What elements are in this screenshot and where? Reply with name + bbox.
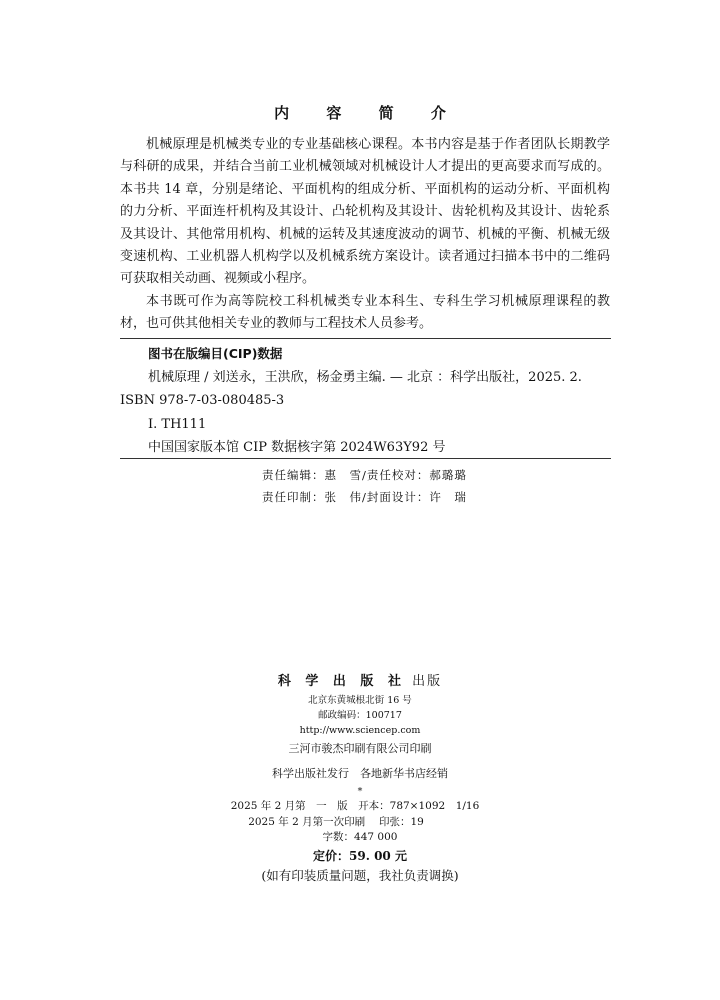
publisher-line	[0, 670, 720, 689]
cip-classification: Ⅰ. TH111	[148, 416, 207, 432]
intro-section	[120, 134, 610, 336]
imprint-block	[0, 670, 720, 886]
cip-title-line: 机械原理 / 刘送永，王洪欣，杨金勇主编. — 北京 ：科学出版社，2025. 2.	[148, 369, 582, 385]
cip-top-rule	[120, 338, 611, 339]
cip-isbn: ISBN 978-7-03-080485-3	[120, 393, 285, 408]
intro-paragraph-1: 机械原理是机械类专业的专业基础核心课程。本书内容是基于作者团队长期教学与科研的成果，并结合当前工业机械领域对机械设计人才提出的更高要求而写成的。本书共 14 章，分别是绪论、平面机构的组成分析、平面机构的运动分析、平面机构的力分析、平面连杆机构及其设计、凸轮机构及其设计、齿轮机构及其设计、齿轮系及其设计、其他常用机构、机械的运转及其速度波动的调节、机械的平衡、机械无级变速机构、工业机器人机构学以及机械系统方案设计。读者通过扫描本书中的二维码可获取相关动画、视频或小程序。	[120, 137, 610, 287]
edition-line: 2025 年 2 月第 一 版 开本：787×1092 1/16	[230, 800, 480, 812]
quality-note: (如有印装质量问题，我社负责调换)	[261, 867, 459, 883]
separator-star: *	[357, 786, 363, 797]
editorial-credits	[0, 464, 720, 508]
credits-line-2: 责任印制：张 伟/封面设计：许 瑞	[262, 490, 467, 504]
word-count: 字数：447 000	[322, 831, 398, 843]
publisher-postcode: 邮政编码：100717	[318, 710, 402, 721]
publisher-suffix: 出版	[412, 674, 443, 689]
cip-record-number: 中国国家版本馆 CIP 数据核字第 2024W63Y92 号	[148, 440, 446, 455]
publisher-name: 科 学 出 版 社	[277, 674, 406, 689]
distribution-line: 科学出版社发行 各地新华书店经销	[272, 767, 448, 780]
cip-block	[120, 342, 610, 460]
credits-line-1: 责任编辑：惠 雪/责任校对：郝璐璐	[262, 468, 467, 482]
cip-heading: 图书在版编目(CIP)数据	[148, 346, 283, 361]
publisher-address: 北京东黄城根北街 16 号	[308, 695, 412, 706]
cip-bottom-rule	[120, 458, 611, 459]
printing-line: 2025 年 2 月第一次印刷 印张：19	[248, 815, 424, 828]
intro-paragraph-2: 本书既可作为高等院校工科机械类专业本科生、专科生学习机械原理课程的教材，也可供其他相关专业的教师与工程技术人员参考。	[120, 293, 610, 332]
price: 定价：59. 00 元	[313, 848, 407, 863]
printer-line: 三河市骏杰印刷有限公司印刷	[288, 742, 432, 755]
page-title: 内 容 简 介	[274, 104, 462, 122]
publisher-url: http://www.sciencep.com	[299, 725, 421, 736]
